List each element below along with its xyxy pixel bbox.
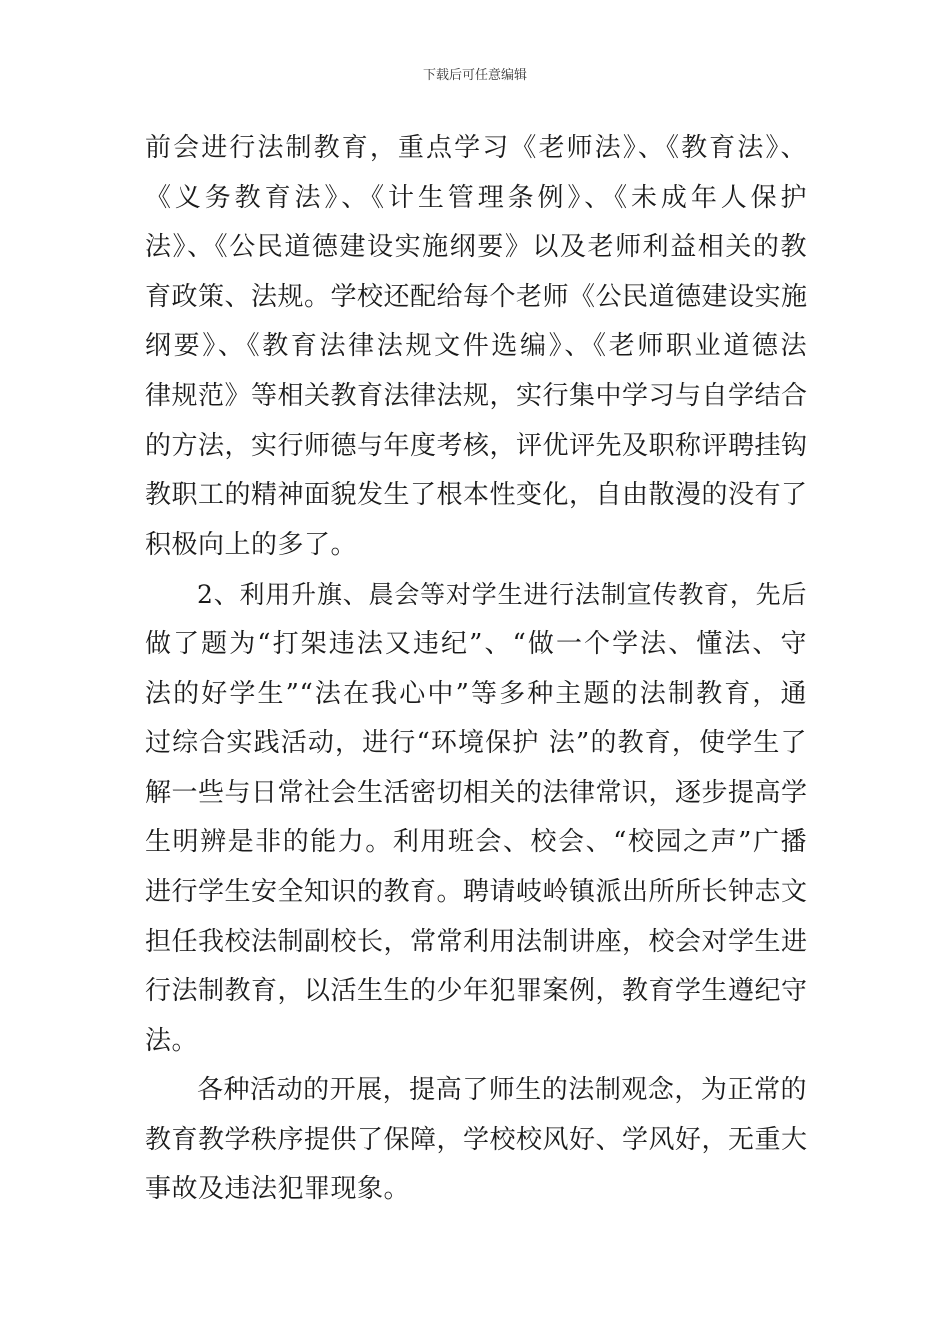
- text-line: 担任我校法制副校长，常常利用法制讲座，校会对学生进: [145, 926, 808, 957]
- text-line: 律规范》等相关教育法律法规，实行集中学习与自学结合: [145, 380, 808, 411]
- text-line: 解一些与日常社会生活密切相关的法律常识，逐步提高学: [145, 777, 808, 808]
- text-line: 过综合实践活动，进行“环境保护 法”的教育，使学生了: [145, 728, 807, 759]
- document-body: [145, 124, 807, 1215]
- paragraph-2: [145, 570, 807, 1066]
- text-line: 法。: [145, 1025, 199, 1056]
- paragraph-1: [145, 124, 807, 570]
- page-header: 下载后可任意编辑: [422, 68, 527, 83]
- text-line: 积极向上的多了。: [145, 529, 358, 560]
- text-line: 各种活动的开展，提高了师生的法制观念，为正常的: [197, 1075, 807, 1106]
- text-line: 法的好学生”“法在我心中”等多种主题的法制教育，通: [145, 678, 807, 709]
- text-line: 生明辨是非的能力。利用班会、校会、“校园之声”广播: [145, 827, 807, 858]
- text-line: 进行学生安全知识的教育。聘请岐岭镇派出所所长钟志文: [145, 876, 808, 907]
- text-line: 法》、《公民道德建设实施纲要》以及老师利益相关的教: [145, 232, 807, 263]
- paragraph-3: [145, 1066, 807, 1215]
- text-line: 纲要》、《教育法律法规文件选编》、《老师职业道德法: [145, 331, 807, 362]
- text-line: 行法制教育，以活生生的少年犯罪案例，教育学生遵纪守: [145, 976, 808, 1007]
- text-line: 育政策、法规。学校还配给每个老师《公民道德建设实施: [145, 281, 808, 312]
- text-line: 教育教学秩序提供了保障，学校校风好、学风好，无重大: [145, 1124, 808, 1155]
- text-line: 2、利用升旗、晨会等对学生进行法制宣传教育，先后: [197, 580, 807, 610]
- text-line: 《义务教育法》、《计生管理条例》、《未成年人保护: [145, 182, 807, 213]
- text-line: 做了题为“打架违法又违纪”、“做一个学法、懂法、守: [145, 628, 807, 659]
- text-line: 事故及违法犯罪现象。: [145, 1174, 411, 1205]
- text-line: 的方法，实行师德与年度考核，评优评先及职称评聘挂钩: [145, 430, 808, 461]
- text-line: 教职工的精神面貌发生了根本性变化，自由散漫的没有了: [145, 480, 808, 511]
- text-line: 前会进行法制教育，重点学习《老师法》、《教育法》、: [145, 133, 807, 163]
